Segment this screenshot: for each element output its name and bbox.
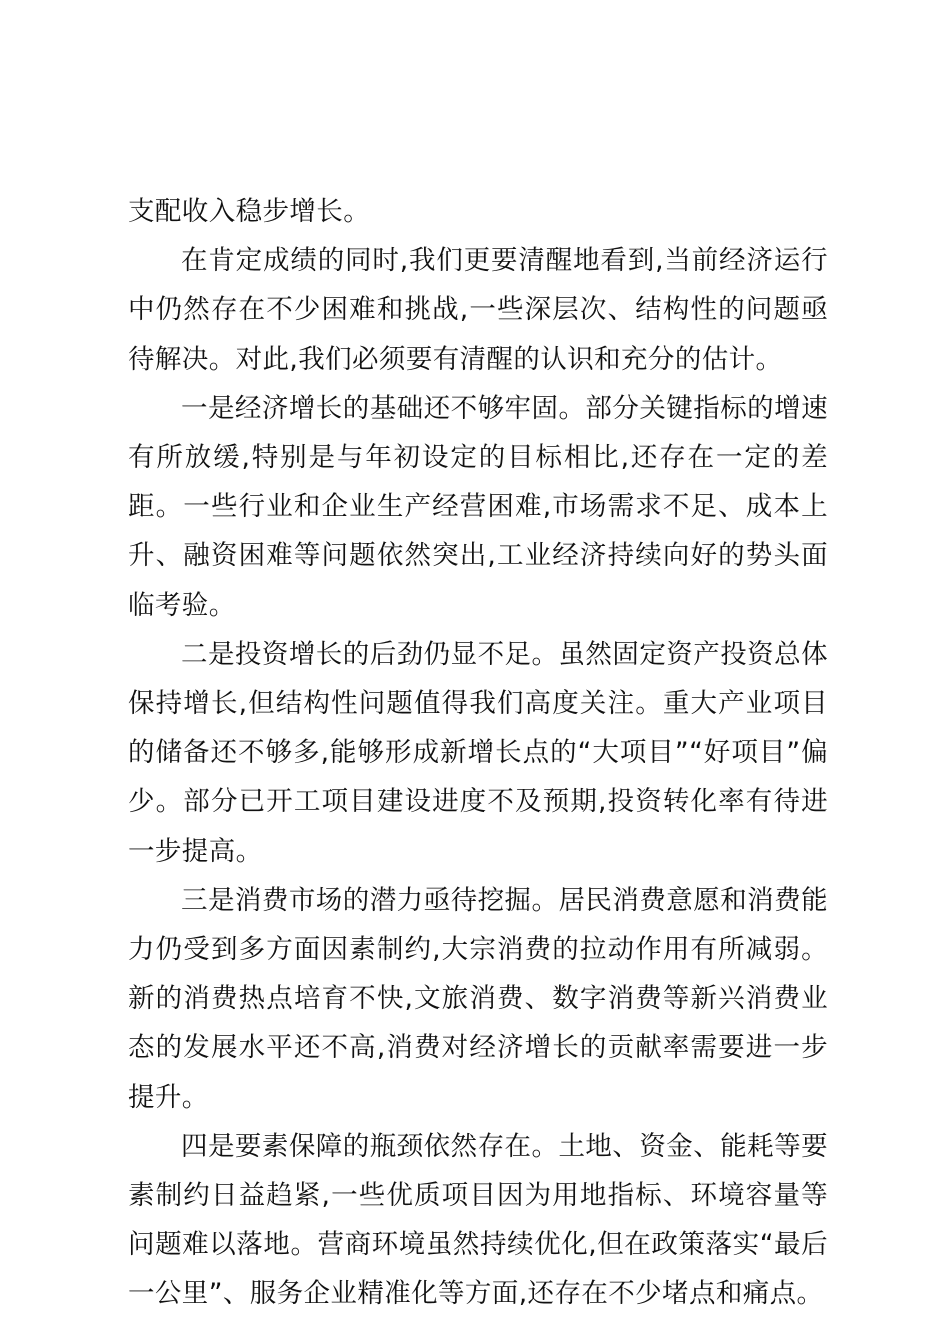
paragraph-point-2: 二是投资增长的后劲仍显不足。虽然固定资产投资总体保持增长,但结构性问题值得我们高度关注。重大产业项目的储备还不够多,能够形成新增长点的“大项目”“好项目”偏少。部分已开工项目建设进度不及预期,投资转化率有待进一步提高。 <box>128 638 828 867</box>
paragraph-point-4: 四是要素保障的瓶颈依然存在。土地、资金、能耗等要素制约日益趋紧,一些优质项目因为用地指标、环境容量等问题难以落地。营商环境虽然持续优化,但在政策落实“最后一公里”、服务企业精准化等方面,还存在不少堵点和痛点。 <box>128 1130 828 1310</box>
paragraph-point-1: 一是经济增长的基础还不够牢固。部分关键指标的增速有所放缓,特别是与年初设定的目标相比,还存在一定的差距。一些行业和企业生产经营困难,市场需求不足、成本上升、融资困难等问题依然突出,工业经济持续向好的势头面临考验。 <box>128 392 828 621</box>
paragraph-continuation: 支配收入稳步增长。 <box>128 196 371 227</box>
paragraph-point-3: 三是消费市场的潜力亟待挖掘。居民消费意愿和消费能力仍受到多方面因素制约,大宗消费的拉动作用有所减弱。新的消费热点培育不快,文旅消费、数字消费等新兴消费业态的发展水平还不高,消费对经济增长的贡献率需要进一步提升。 <box>128 884 828 1113</box>
paragraph-intro: 在肯定成绩的同时,我们更要清醒地看到,当前经济运行中仍然存在不少困难和挑战,一些深层次、结构性的问题亟待解决。对此,我们必须要有清醒的认识和充分的估计。 <box>128 245 828 375</box>
document-body <box>128 187 828 1319</box>
